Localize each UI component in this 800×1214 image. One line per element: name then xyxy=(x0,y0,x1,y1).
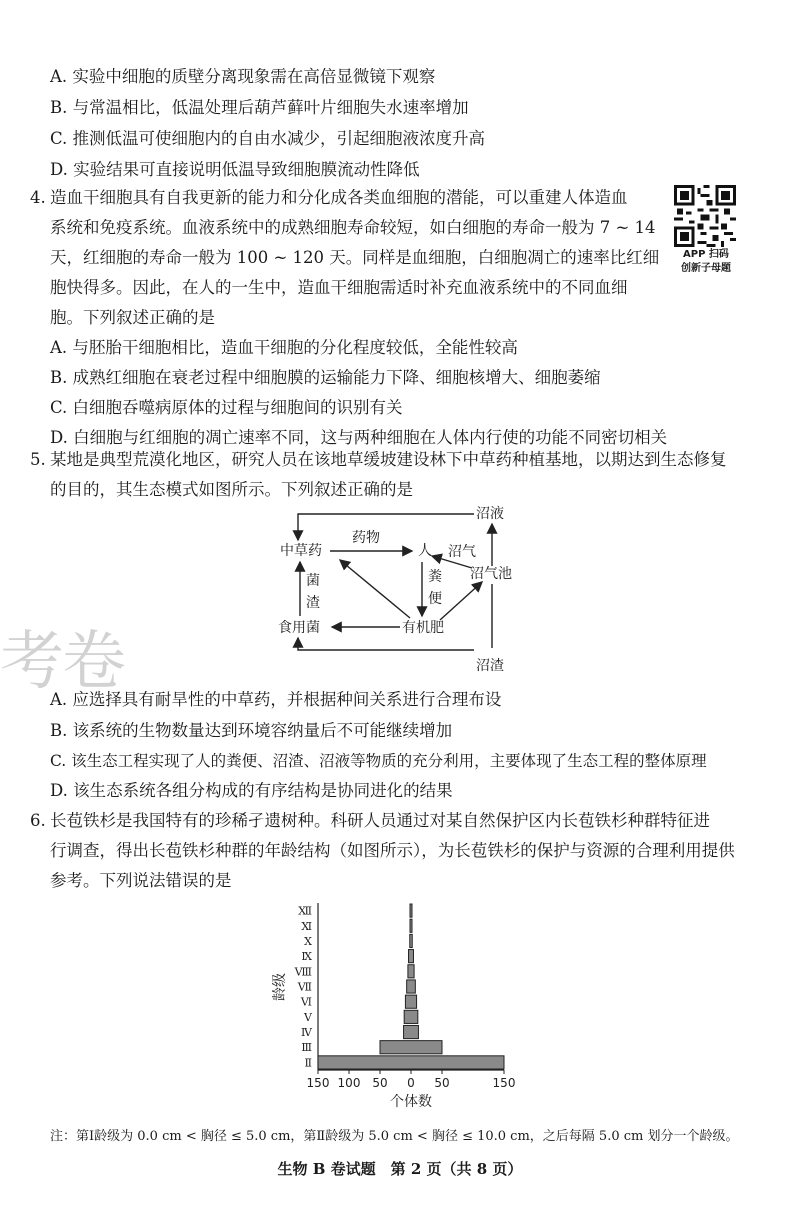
pyramid-bar-4 xyxy=(404,1025,419,1038)
q6-stem-line2: 行调查，得出长苞铁杉种群的年龄结构（如图所示），为长苞铁杉的保护与资源的合理利用提供 xyxy=(50,841,735,860)
qr-caption-scan: APP 扫码 xyxy=(683,249,729,260)
label-biogas: 沼气 xyxy=(448,544,476,560)
pyramid-bar-11 xyxy=(410,919,412,932)
q6-stem-line1: 长苞铁杉是我国特有的珍稀孑遗树种。科研人员通过对某自然保护区内长苞铁杉种群特征进 xyxy=(50,811,710,830)
age-class-label: Ⅲ xyxy=(301,1041,312,1055)
age-structure-chart xyxy=(270,895,530,1120)
q4-number: 4. xyxy=(30,188,46,207)
x-axis-title: 个体数 xyxy=(390,1094,432,1110)
qr-caption-brand: 创新子母题 xyxy=(681,263,731,274)
pyramid-bar-9 xyxy=(409,950,414,963)
q3-option-a: A. 实验中细胞的质壁分离现象需在高倍显微镜下观察 xyxy=(50,67,436,86)
q3-option-b: B. 与常温相比，低温处理后葫芦藓叶片细胞失水速率增加 xyxy=(50,98,469,117)
q4-stem-line5: 胞。下列叙述正确的是 xyxy=(50,308,215,327)
label-fungus-residue: 菌渣 xyxy=(306,573,320,611)
age-class-label: Ⅵ xyxy=(300,995,312,1009)
q4-option-d: D. 白细胞与红细胞的凋亡速率不同，这与两种细胞在人体内行使的功能不同密切相关 xyxy=(50,428,668,447)
age-class-label: Ⅹ xyxy=(304,934,312,948)
q6-number: 6. xyxy=(30,811,46,830)
node-organic-fertilizer: 有机肥 xyxy=(402,620,444,636)
q5-number: 5. xyxy=(30,450,46,469)
pyramid-bar-10 xyxy=(410,934,412,947)
label-medicine: 药物 xyxy=(352,530,380,546)
age-class-label: Ⅱ xyxy=(304,1056,312,1070)
q5-option-c: C. 该生态工程实现了人的粪便、沼渣、沼液等物质的充分利用，主要体现了生态工程的整体原理 xyxy=(50,752,707,770)
age-class-label: Ⅺ xyxy=(301,919,312,933)
pyramid-bar-5 xyxy=(404,1010,418,1023)
chart-footnote: 注：第Ⅰ龄级为 0.0 cm < 胸径 ≤ 5.0 cm，第Ⅱ龄级为 5.0 cm < 胸径 ≤ 10.0 cm，之后每隔 5.0 cm 划分一个龄级。 xyxy=(50,1129,739,1144)
pyramid-bar-2 xyxy=(318,1056,504,1069)
y-axis-title: 龄级 xyxy=(272,973,288,1001)
q4-option-a: A. 与胚胎干细胞相比，造血干细胞的分化程度较低，全能性较高 xyxy=(50,338,518,357)
age-class-label: Ⅷ xyxy=(294,965,312,979)
pyramid-bar-8 xyxy=(408,965,414,978)
q5-option-d: D. 该生态系统各组分构成的有序结构是协同进化的结果 xyxy=(50,781,453,800)
q5-option-b: B. 该系统的生物数量达到环境容纳量后不可能继续增加 xyxy=(50,721,453,740)
qr-code-icon[interactable] xyxy=(674,185,736,247)
page-footer: 生物 B 卷试题 第 2 页（共 8 页） xyxy=(277,1160,523,1178)
q4-option-c: C. 白细胞吞噬病原体的过程与细胞间的识别有关 xyxy=(50,398,403,417)
node-human: 人 xyxy=(418,543,432,559)
q6-stem-line3: 参考。下列说法错误的是 xyxy=(50,871,232,890)
watermark: 考卷 xyxy=(0,625,124,699)
age-pyramid-svg xyxy=(270,895,530,1120)
pyramid-bar-6 xyxy=(405,995,416,1008)
q5-stem-line1: 某地是典型荒漠化地区，研究人员在该地草缓坡建设林下中草药种植基地，以期达到生态修复 xyxy=(50,450,727,469)
age-class-label: Ⅴ xyxy=(304,1010,312,1024)
q4-stem-line2: 系统和免疫系统。血液系统中的成熟细胞寿命较短，如白细胞的寿命一般为 7 ~ 14 xyxy=(50,218,656,237)
eco-model-diagram xyxy=(260,500,540,680)
x-tick-label: 50 xyxy=(434,1076,450,1090)
node-chinese-herbs: 中草药 xyxy=(280,543,322,559)
x-tick-label: 150 xyxy=(306,1076,330,1090)
x-tick-label: 50 xyxy=(372,1076,388,1090)
label-excrement: 粪便 xyxy=(428,569,442,607)
q5-stem-line2: 的目的，其生态模式如图所示。下列叙述正确的是 xyxy=(50,480,413,499)
q5-option-a: A. 应选择具有耐旱性的中草药，并根据种间关系进行合理布设 xyxy=(50,690,502,709)
pyramid-bar-3 xyxy=(380,1041,442,1054)
age-class-label: Ⅸ xyxy=(301,950,312,964)
q4-stem-line3: 天，红细胞的寿命一般为 100 ~ 120 天。同样是血细胞，白细胞凋亡的速率比红细 xyxy=(50,248,660,267)
x-tick-label: 0 xyxy=(407,1076,415,1090)
node-edible-fungi: 食用菌 xyxy=(278,620,320,636)
x-tick-label: 150 xyxy=(492,1076,516,1090)
node-biogas-digester: 沼气池 xyxy=(470,566,512,582)
node-biogas-residue: 沼渣 xyxy=(476,658,504,674)
q4-option-b: B. 成熟红细胞在衰老过程中细胞膜的运输能力下降、细胞核增大、细胞萎缩 xyxy=(50,368,601,387)
diagram-arrows xyxy=(260,500,540,680)
pyramid-bar-7 xyxy=(407,980,416,993)
q3-option-c: C. 推测低温可使细胞内的自由水减少，引起细胞液浓度升高 xyxy=(50,129,486,148)
q3-option-d: D. 实验结果可直接说明低温导致细胞膜流动性降低 xyxy=(50,160,420,179)
age-class-label: Ⅶ xyxy=(297,980,312,994)
q4-stem-line1: 造血干细胞具有自我更新的能力和分化成各类血细胞的潜能，可以重建人体造血 xyxy=(50,188,628,207)
node-biogas-slurry: 沼液 xyxy=(476,506,504,522)
x-tick-label: 100 xyxy=(337,1076,361,1090)
pyramid-bar-12 xyxy=(410,904,412,917)
q4-stem-line4: 胞快得多。因此，在人的一生中，造血干细胞需适时补充血液系统中的不同血细 xyxy=(50,278,628,297)
age-class-label: Ⅳ xyxy=(301,1026,312,1040)
age-class-label: Ⅻ xyxy=(298,904,312,918)
